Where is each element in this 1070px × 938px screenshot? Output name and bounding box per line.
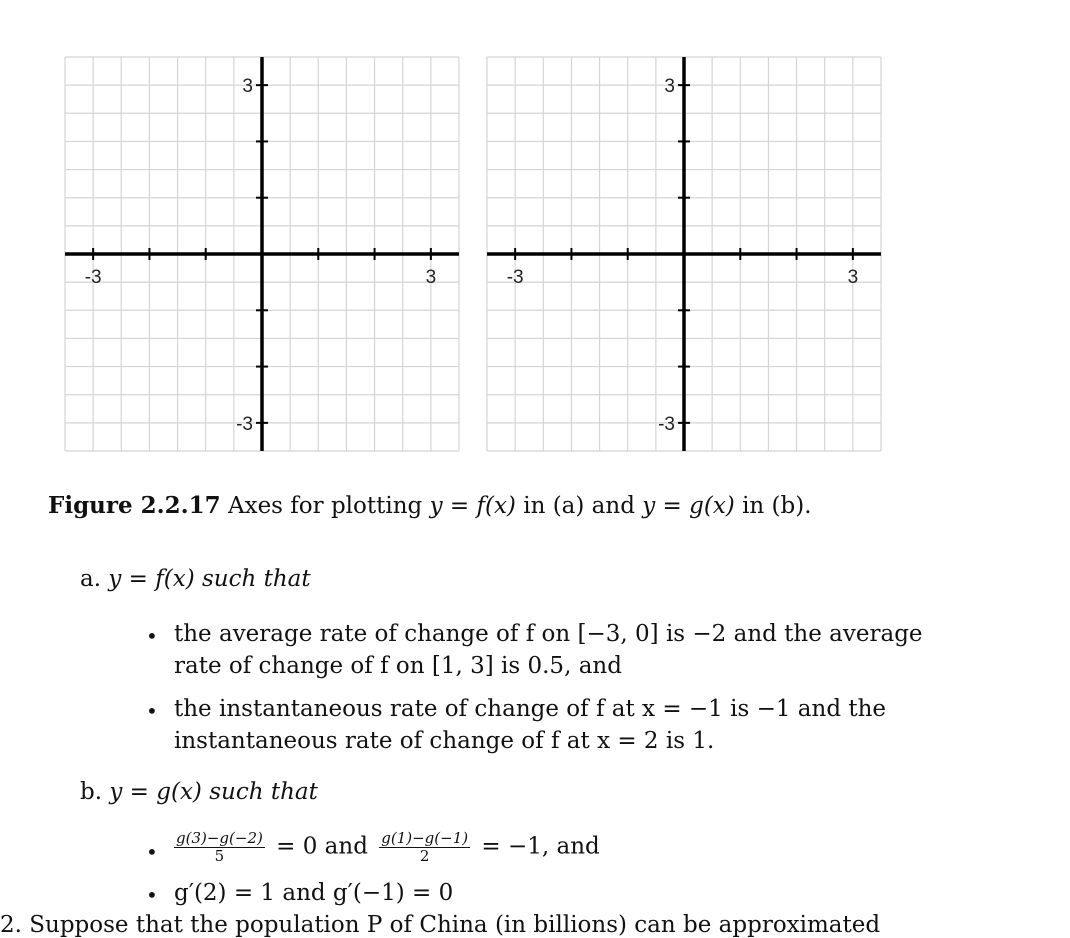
caption-text-2: in (a) and xyxy=(515,493,643,519)
x-tick-label-min: -3 xyxy=(506,267,524,288)
next-exercise-cutoff: 2. Suppose that the population P of China (in billions) can be approximated xyxy=(0,912,881,938)
bullet-dot: • xyxy=(146,699,158,723)
axes-panel-a xyxy=(65,57,459,451)
part-b-head: y = g(x) such that xyxy=(109,779,318,805)
part-b-bullet-2: g′(2) = 1 and g′(−1) = 0 xyxy=(174,880,454,906)
figure-label: Figure 2.2.17 xyxy=(48,492,221,519)
fraction-1-numerator: g(3)−g(−2) xyxy=(176,829,263,847)
part-a-bullet-1-line-2: rate of change of f on [1, 3] is 0.5, and xyxy=(174,653,622,679)
y-tick-label-min: -3 xyxy=(236,413,253,435)
fraction-1 xyxy=(174,830,265,865)
part-a-marker: a. xyxy=(80,566,102,592)
part-a-bullet-2-line-1: the instantaneous rate of change of f at x = −1 is −1 and the xyxy=(174,696,887,722)
part-b-bullet-1 xyxy=(170,830,600,865)
part-b-bullet-1-tail: = −1, and xyxy=(481,833,600,860)
caption-text-3: in (b). xyxy=(734,493,812,519)
part-a-bullet-2-line-2: instantaneous rate of change of f at x = 2 is 1. xyxy=(174,728,715,754)
part-a-header xyxy=(80,566,311,592)
part-a-head: y = f(x) such that xyxy=(108,566,311,592)
part-a-bullet-1-line-1: the average rate of change of f on [−3, 0] is −2 and the average xyxy=(174,621,923,647)
axes-panel-b xyxy=(487,57,881,451)
part-b-bullet-1-mid: = 0 and xyxy=(276,833,368,860)
bullet-dot: • xyxy=(146,883,158,907)
caption-text-1: Axes for plotting xyxy=(227,493,430,519)
fraction-1-denominator: 5 xyxy=(214,847,225,865)
bullet-dot: • xyxy=(146,624,158,648)
caption-eq-a: y = f(x) xyxy=(429,493,516,519)
bullet-dot: • xyxy=(146,840,158,864)
y-tick-label-min: -3 xyxy=(658,413,675,435)
x-tick-label-max: 3 xyxy=(425,267,437,288)
fraction-2 xyxy=(379,830,470,865)
figure-caption xyxy=(48,492,812,519)
part-b-marker: b. xyxy=(80,779,103,805)
fraction-2-numerator: g(1)−g(−1) xyxy=(381,829,469,847)
caption-eq-b: y = g(x) xyxy=(642,493,735,519)
x-tick-label-max: 3 xyxy=(847,267,859,288)
part-b-header xyxy=(80,779,318,805)
y-tick-label-max: 3 xyxy=(242,76,253,98)
x-tick-label-min: -3 xyxy=(84,267,102,288)
y-tick-label-max: 3 xyxy=(664,76,675,98)
fraction-2-denominator: 2 xyxy=(419,847,430,865)
